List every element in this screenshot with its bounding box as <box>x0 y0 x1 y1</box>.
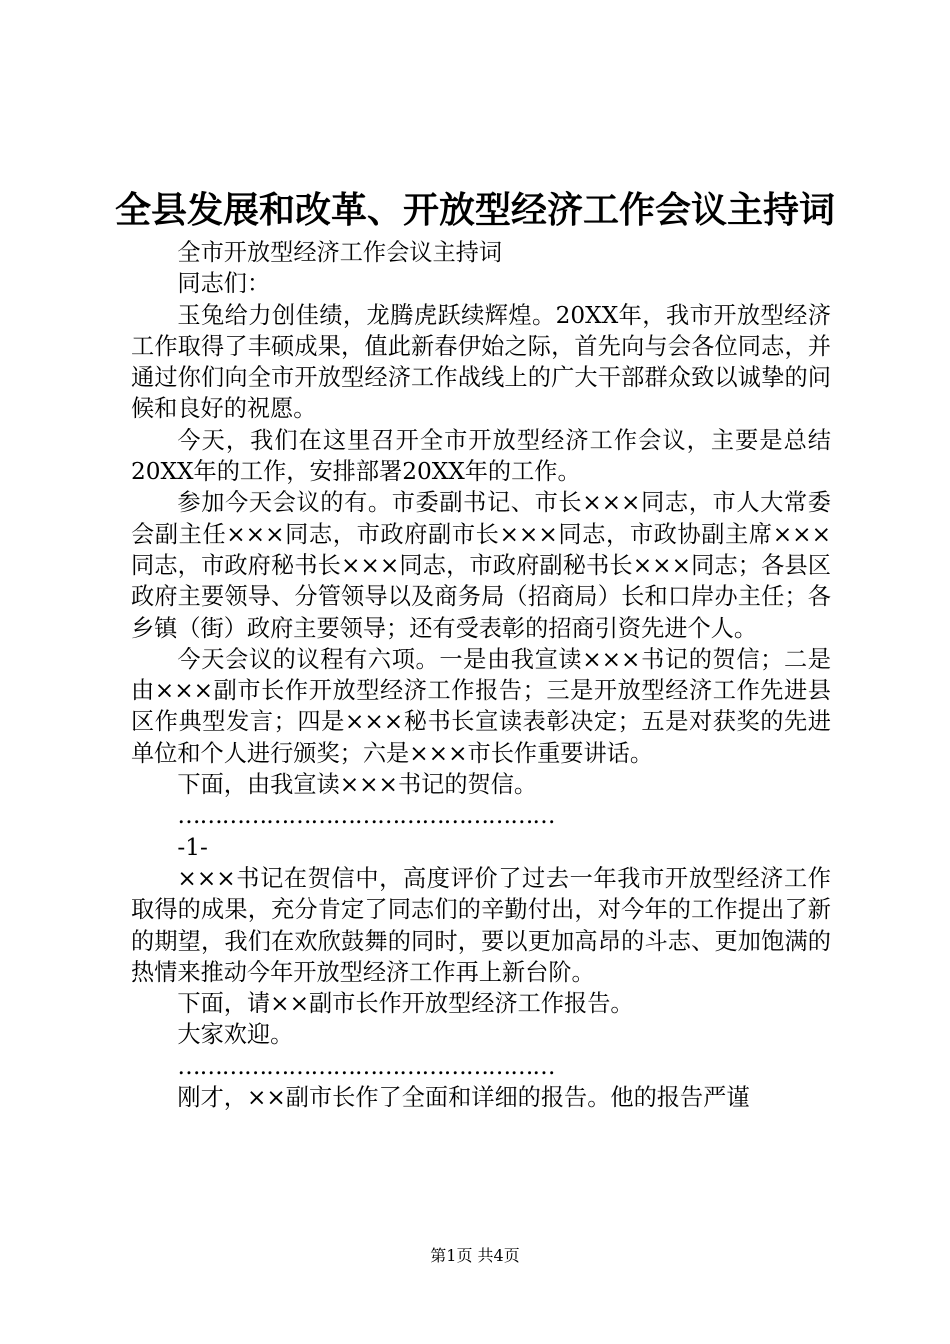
ellipsis-separator: …………………………………………… <box>177 1052 555 1080</box>
paragraph-greeting: 玉兔给力创佳绩，龙腾虎跃续辉煌。20XX年，我市开放型经济工作取得了丰硕成果，值此新春伊始之际，首先向与会各位同志，并通过你们向全市开放型经济工作战线上的广大干部群众致以诚挚的问候和良好的祝愿。 <box>131 301 831 423</box>
paragraph-subtitle: 全市开放型经济工作会议主持词 <box>177 239 503 266</box>
inline-page-marker: -1- <box>177 833 208 861</box>
paragraph-welcome: 大家欢迎。 <box>177 1021 294 1049</box>
paragraph-read-letter: 下面，由我宣读×××书记的贺信。 <box>177 771 538 799</box>
paragraph-salutation: 同志们： <box>177 270 271 298</box>
paragraph-agenda: 今天会议的议程有六项。一是由我宣读×××书记的贺信；二是由×××副市长作开放型经济工作报告；三是开放型经济工作先进县区作典型发言；四是×××秘书长宣读表彰决定；五是对获奖的先进单位和个人进行颁奖；六是×××市长作重要讲话。 <box>131 645 831 767</box>
paragraph-report-comment: 刚才，××副市长作了全面和详细的报告。他的报告严谨 <box>177 1084 750 1112</box>
paragraph-attendees: 参加今天会议的有。市委副书记、市长×××同志，市人大常委会副主任×××同志，市政府副市长×××同志，市政协副主席×××同志，市政府秘书长×××同志，市政府副秘书长×××同志；各县区政府主要领导、分管领导以及商务局（招商局）长和口岸办主任；各乡镇（街）政府主要领导；还有受表彰的招商引资先进个人。 <box>131 489 831 642</box>
ellipsis-separator: …………………………………………… <box>177 802 555 830</box>
paragraph-letter-summary: ×××书记在贺信中，高度评价了过去一年我市开放型经济工作取得的成果，充分肯定了同志们的辛勤付出，对今年的工作提出了新的期望，我们在欢欣鼓舞的同时，要以更加高昂的斗志、更加饱满的热情来推动今年开放型经济工作再上新台阶。 <box>131 864 831 986</box>
paragraph-report-intro: 下面，请××副市长作开放型经济工作报告。 <box>177 990 634 1018</box>
paragraph-purpose: 今天，我们在这里召开全市开放型经济工作会议，主要是总结20XX年的工作，安排部署20XX年的工作。 <box>131 426 831 486</box>
document-body <box>131 237 831 1113</box>
document-title: 全县发展和改革、开放型经济工作会议主持词 <box>114 189 835 231</box>
page-footer: 第1页 共4页 <box>430 1246 520 1265</box>
